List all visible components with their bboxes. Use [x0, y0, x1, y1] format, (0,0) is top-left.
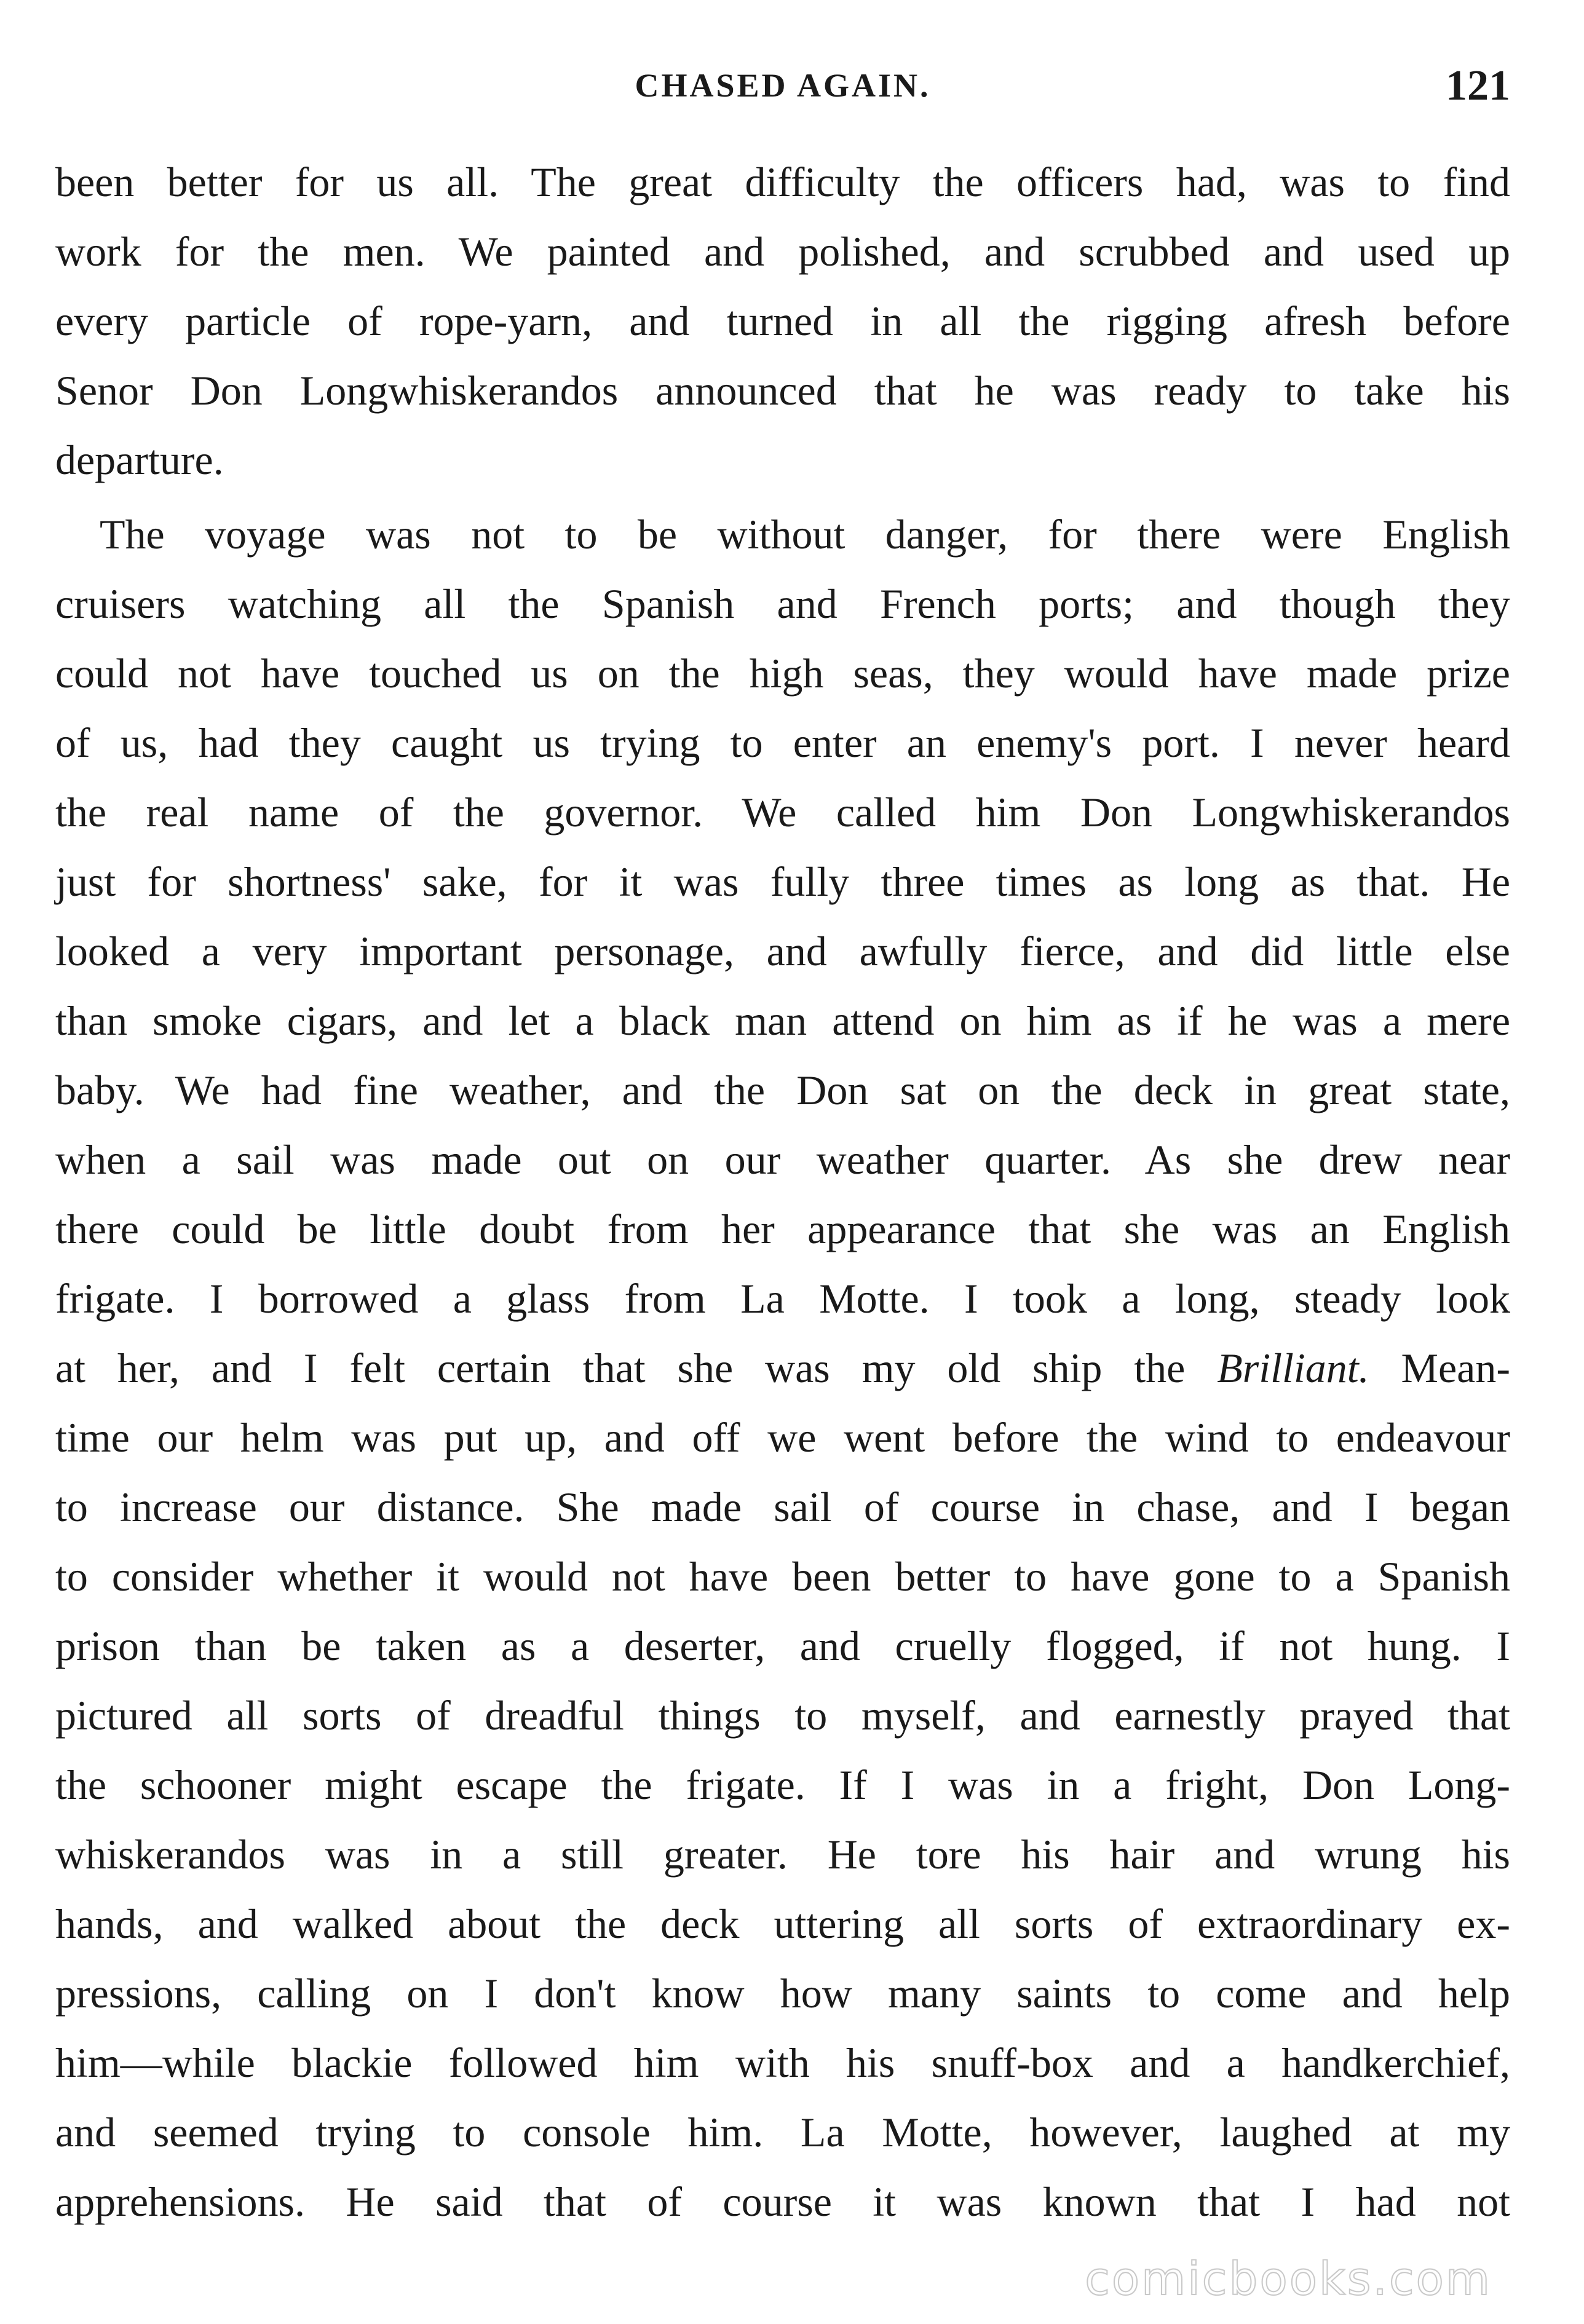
- text-line: when a sail was made out on our weather quarter. As she drew near: [55, 1136, 1510, 1183]
- text-line-with-italic: [55, 1334, 1510, 1403]
- page-number: 121: [1446, 62, 1510, 109]
- text-line: whiskerandos was in a still greater. He tore his hair and wrung his: [55, 1831, 1510, 1878]
- text-line: than smoke cigars, and let a black man attend on him as if he was a mere: [55, 997, 1510, 1044]
- text-line: The voyage was not to be without danger, for there were English: [100, 511, 1510, 558]
- text-line: of us, had they caught us trying to enter an enemy's port. I never heard: [55, 719, 1510, 766]
- text-line: the schooner might escape the frigate. If I was in a fright, Don Long-: [55, 1761, 1510, 1808]
- text-line: prison than be taken as a deserter, and cruelly flogged, if not hung. I: [55, 1622, 1510, 1669]
- text-line: hands, and walked about the deck uttering all sorts of extraordinary ex-: [55, 1900, 1510, 1947]
- text-line: to consider whether it would not have been better to have gone to a Spanish: [55, 1553, 1510, 1600]
- watermark: comicbooks.com: [1085, 2253, 1492, 2306]
- text-line: been better for us all. The great difficulty the officers had, was to find: [55, 159, 1510, 205]
- text-line: apprehensions. He said that of course it was known that I had not: [55, 2178, 1510, 2225]
- text-segment: at her, and I felt certain that she was my old ship the: [55, 1345, 1218, 1391]
- text-line: time our helm was put up, and off we went before the wind to endeavour: [55, 1414, 1510, 1461]
- text-line: there could be little doubt from her appearance that she was an English: [55, 1206, 1510, 1252]
- text-line: departure.: [55, 437, 224, 483]
- text-segment: Mean-: [1369, 1345, 1510, 1391]
- text-line: to increase our distance. She made sail of course in chase, and I began: [55, 1484, 1510, 1530]
- chapter-title: CHASED AGAIN.: [635, 67, 931, 104]
- text-line: and seemed trying to console him. La Motte, however, laughed at my: [55, 2109, 1510, 2156]
- text-line: every particle of rope-yarn, and turned in all the rigging afresh before: [55, 298, 1510, 344]
- paragraph-gap: [55, 495, 1510, 500]
- running-head: [55, 61, 1510, 129]
- text-line: frigate. I borrowed a glass from La Motte. I took a long, steady look: [55, 1275, 1510, 1322]
- text-line: the real name of the governor. We called him Don Longwhiskerandos: [55, 789, 1510, 836]
- text-line: pictured all sorts of dreadful things to myself, and earnestly prayed that: [55, 1692, 1510, 1739]
- body-text: [55, 148, 1510, 2237]
- paragraph: [55, 148, 1510, 495]
- text-line: baby. We had fine weather, and the Don sat on the deck in great state,: [55, 1067, 1510, 1113]
- text-line: just for shortness' sake, for it was fully three times as long as that. He: [55, 858, 1510, 905]
- text-line: cruisers watching all the Spanish and French ports; and though they: [55, 580, 1510, 627]
- text-line: work for the men. We painted and polished, and scrubbed and used up: [55, 228, 1510, 275]
- text-line: looked a very important personage, and awfully fierce, and did little else: [55, 928, 1510, 974]
- text-line: could not have touched us on the high seas, they would have made prize: [55, 650, 1510, 697]
- text-line: pressions, calling on I don't know how many saints to come and help: [55, 1970, 1510, 2017]
- text-line: him—while blackie followed him with his snuff-box and a handkerchief,: [55, 2039, 1510, 2086]
- ship-name-italic: Brilliant.: [1217, 1345, 1369, 1391]
- paragraph: [55, 500, 1510, 2237]
- text-line: Senor Don Longwhiskerandos announced that he was ready to take his: [55, 367, 1510, 414]
